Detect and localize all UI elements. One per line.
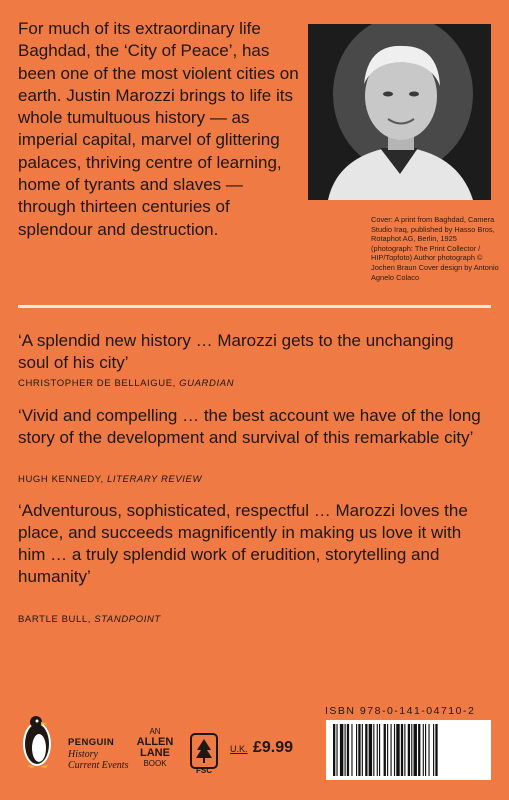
barcode-bar — [418, 724, 420, 776]
barcode-bar — [345, 724, 346, 776]
review-attribution-1: CHRISTOPHER DE BELLAIGUE, GUARDIAN — [18, 378, 235, 389]
barcode-bar — [433, 724, 434, 776]
barcode-bar — [358, 724, 360, 776]
price: £9.99 — [253, 739, 294, 756]
review-quote-3: ‘Adventurous, sophisticated, respectful … Marozzi loves the place, and succeeds magnificently in making us love it with him … a truly splendid work of erudition, storytelling and humanity’ — [18, 501, 468, 586]
barcode-bar — [411, 724, 412, 776]
barcode-bar — [347, 724, 349, 776]
author-photo — [308, 24, 491, 200]
barcode-bar — [401, 724, 403, 776]
penguin-logo-icon — [18, 710, 56, 770]
price-region: U.K. — [230, 744, 248, 754]
barcode-bar — [356, 724, 357, 776]
review-attribution-2: HUGH KENNEDY, LITERARY REVIEW — [18, 474, 203, 485]
barcode-bar — [391, 724, 392, 776]
barcode-bar — [333, 724, 335, 776]
barcode-bar — [414, 724, 417, 776]
barcode-bar — [336, 724, 337, 776]
review-attribution-3: BARTLE BULL, STANDPOINT — [18, 614, 161, 625]
barcode-bar — [404, 724, 405, 776]
barcode-bar — [377, 724, 378, 776]
barcode-bars — [331, 724, 486, 776]
barcode-bar — [373, 724, 374, 776]
cover-credits: Cover: A print from Baghdad, Camera Studio Iraq, published by Hasso Bros, Rotaphot AG, Berlin, 1925 (photograph: The Print Collector / HIP/Topfoto) Author photograph © Jochen Braun Cover design by Antonio Agnelo Colaco — [371, 215, 499, 282]
barcode-bar — [351, 724, 352, 776]
barcode — [326, 720, 491, 780]
barcode-bar — [428, 724, 429, 776]
barcode-bar — [425, 724, 426, 776]
barcode-bar — [365, 724, 367, 776]
series-label: History Current Events — [68, 749, 129, 771]
barcode-bar — [423, 724, 424, 776]
back-cover-blurb: For much of its extraordinary life Baghdad, the ‘City of Peace’, has been one of the most violent cities on earth. Justin Marozzi brings to life its whole tumultuous history — as imperial capital, marvel of glittering palaces, thriving centre of learning, home of tyrants and slaves — through thirteen centuries of splendour and destruction. — [18, 19, 299, 239]
barcode-bar — [396, 724, 399, 776]
barcode-bar — [387, 724, 388, 776]
review-quote-1: ‘A splendid new history … Marozzi gets to the unchanging soul of his city’ — [18, 331, 454, 372]
barcode-bar — [369, 724, 372, 776]
divider — [18, 305, 491, 308]
review-quote-2: ‘Vivid and compelling … the best account we have of the long story of the development and survival of this remarkable city’ — [18, 406, 481, 447]
imprint-logo: AN ALLEN LANE BOOK — [136, 727, 174, 768]
barcode-bar — [394, 724, 395, 776]
fsc-label: FSC — [196, 766, 212, 775]
barcode-bar — [435, 724, 437, 776]
barcode-bar — [340, 724, 343, 776]
publisher-name: PENGUIN — [68, 737, 115, 748]
isbn-number: ISBN 978-0-141-04710-2 — [325, 705, 476, 717]
barcode-bar — [384, 724, 386, 776]
barcode-bar — [408, 724, 410, 776]
barcode-bar — [362, 724, 363, 776]
barcode-bar — [379, 724, 380, 776]
